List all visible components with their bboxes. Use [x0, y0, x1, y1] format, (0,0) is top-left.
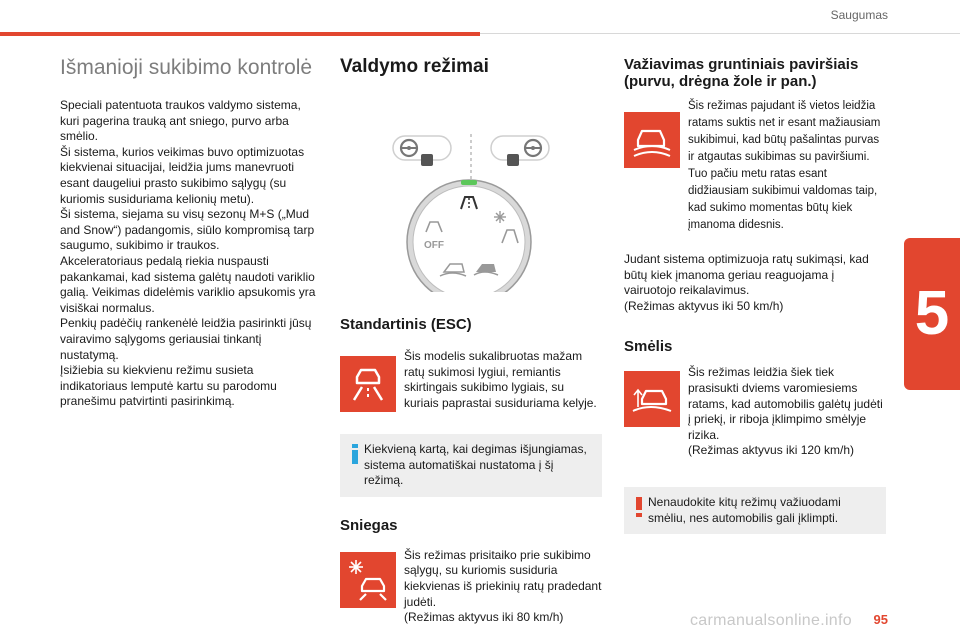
mud-mode-extra-text: Judant sistema optimizuoja ratų sukimąsi, kad būtų kiek įmanoma geriau reaguojama į vairuotojo reikalavimus. (Režimas aktyvus iki 50 km/h) [624, 252, 869, 313]
snow-mode [340, 548, 602, 626]
sand-mode [624, 365, 886, 459]
intro-text: Speciali patentuota traukos valdymo sistema, kuri pagerina trauką ant sniego, purvo arba smėlio. Ši sistema, kurios veikimas buvo optimizuotas kiekvienai situacijai, leidžia jums manevruoti esant daugeliui prasto sukibimo sąlygų (su kuriomis susiduriama kelionių metu). Ši sistema, siejama su visų sezonų M+S („Mud and Snow“) padangomis, siūlo kompromisą tarp saugumo, sukibimo ir traukos. Akceleratoriaus pedalą riekia nuspausti pakankamai, kad sistema galėtų naudoti variklio galią. Veikimas didelėmis variklio apsukomis yra visiškai normalus. Penkių padėčių rankenėlė leidžia pasirinkti jūsų vairavimo sąlygoms geriausiai tinkantį nustatymą. Įsižiebia su kiekvienu režimu susieta indikatoriaus lemputė kartu su parodomu pranešimu patvirtinti pasirinkimą. [60, 98, 316, 409]
info-note [340, 434, 602, 497]
modes-column [340, 56, 602, 626]
sand-mode-title: Smėlis [624, 338, 673, 356]
sand-icon [630, 377, 674, 421]
info-note-text: Kiekvieną kartą, kai degimas išjungiamas, sistema automatiškai nustatoma į šį režimą. [364, 442, 587, 488]
watermark: carmanualsonline.info [690, 612, 852, 629]
road-icon [346, 362, 390, 406]
mode-dial [407, 180, 531, 292]
chapter-number: 5 [914, 279, 950, 348]
steering-wheel-icon [401, 140, 417, 156]
info-icon [346, 442, 364, 464]
standard-mode-text: Šis modelis sukalibruotas mažam ratų sukimosi lygiui, remiantis skirtingais sukibimo lygiais, su kuriais paprastai susiduriama kelyje. [404, 349, 597, 410]
snow-mode-text: Šis režimas prisitaiko prie sukibimo sąlygų, su kuriomis susiduria kiekvienas iš priekinių ratų pradedant judėti. (Režimas aktyvus iki 80 km/h) [404, 547, 602, 625]
lock-icon [421, 154, 433, 166]
section-title: Saugumas [830, 8, 888, 22]
steering-wheel-icon [525, 140, 541, 156]
mud-sand-column [624, 56, 886, 534]
sand-mode-icon-box [624, 371, 680, 427]
mode-dial-illustration [340, 92, 602, 292]
standard-mode-title: Standartinis (ESC) [340, 316, 472, 333]
sand-mode-text: Šis režimas leidžia šiek tiek prasisukti dviems varomiesiems ratams, kad automobilis galėtų judėti į priekį, ir riboja įklimpimo smėlyje rizika. (Režimas aktyvus iki 120 km/h) [688, 365, 883, 458]
indicator-right [491, 136, 549, 166]
lock-icon [507, 154, 519, 166]
header-rule [480, 33, 960, 34]
warning-note [624, 487, 886, 534]
warning-note-text: Nenaudokite kitų režimų važiuodami smėliu, nes automobilis gali įklimpti. [648, 494, 841, 525]
standard-mode-icon-box [340, 356, 396, 412]
mud-icon [630, 118, 674, 162]
intro-column [60, 56, 322, 410]
snow-mode-icon-box [340, 552, 396, 608]
dial-off-label: OFF [424, 240, 444, 251]
standard-mode [340, 349, 602, 412]
indicator-left [393, 136, 451, 166]
mud-mode-icon-box [624, 112, 680, 168]
mud-mode-text: Šis režimas pajudant iš vietos leidžia ratams suktis net ir esant mažiausiam sukibimui, kad būtų pašalintas purvas ir atgautas sukibimas su paviršiumi. Tuo pačiu metu ratas esant didžiausiam sukibimui valdomas taip, kad sukimo momentas būtų kiek įmanoma didesnis. [688, 100, 881, 231]
mud-mode-title: Važiavimas gruntiniais paviršiais (purvu, drėgna žole ir pan.) [624, 56, 859, 90]
modes-title: Valdymo režimai [340, 56, 489, 77]
chapter-tab [904, 238, 960, 390]
intro-title: Išmanioji sukibimo kontrolė [60, 56, 313, 79]
snowflake-icon [346, 558, 390, 602]
header-accent-bar [0, 32, 480, 36]
page-number: 95 [873, 612, 888, 627]
snow-mode-title: Sniegas [340, 516, 398, 534]
mud-mode [624, 98, 886, 234]
warning-icon [630, 495, 648, 517]
